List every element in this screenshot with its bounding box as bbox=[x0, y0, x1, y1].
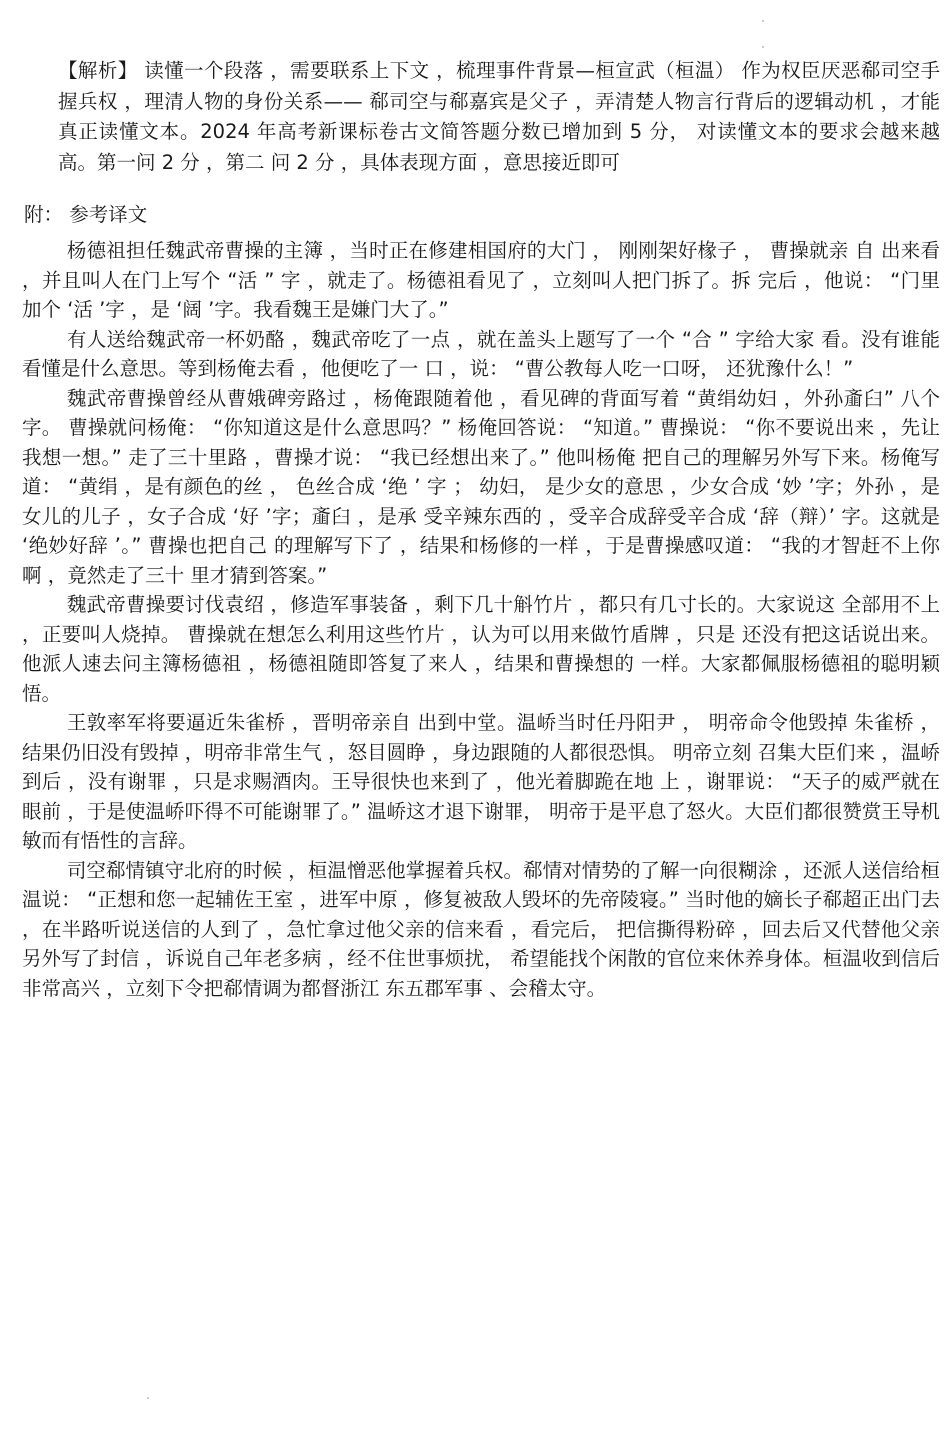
translation-paragraph-3: 魏武帝曹操曾经从曹娥碑旁路过 ，杨俺跟随着他 ，看见碑的背面写着 “黄绢幼妇 ，外孙齑臼” 八个字。 曹操就问杨俺： “你知道这是什么意思吗？” 杨俺回答说： “知道。” 曹操说： “你不要说出来 ，先让我想一想。” 走了三十里路 ，曹操才说： “我已经想出来了。” 他叫杨俺 把自己的理解另外写下来。杨俺写道： “黄绢 ，是有颜色的丝 ， 色丝合成 ‘绝 ’ 字 ； 幼妇， 是少女的意思 ，少女合成 ‘妙 ’字；外孙 ，是女儿的儿子 ，女子合成 ‘好 ’字；齑臼 ，是承 受辛辣东西的 ，受辛合成辞受辛合成 ‘辞（辩）’ 字。这就是 ‘绝妙好辞 ’。” 曹操也把自己 的理解写下了 ，结果和杨修的一样 ，于是曹操感叹道： “我的才智赶不上你啊 ，竟然走了三十 里才猜到答案。” bbox=[22, 386, 940, 587]
appendix-label: 附： 参考译文 bbox=[24, 203, 148, 226]
scan-speck bbox=[147, 1397, 149, 1399]
translation-paragraph-4: 魏武帝曹操要讨伐袁绍 ，修造军事装备 ，剩下几十斛竹片 ，都只有几寸长的。大家说这 全部用不上 ，正要叫人烧掉。 曹操就在想怎么利用这些竹片 ，认为可以用来做竹盾牌 ，只是 还没有把这话说出来。他派人速去问主簿杨德祖 ，杨德祖随即答复了来人 ，结果和曹操想的 一样。大家都佩服杨德祖的聪明颖悟。 bbox=[22, 593, 940, 705]
scan-speck bbox=[762, 20, 764, 22]
analysis-paragraph: 【解析】 读懂一个段落 ，需要联系上下文 ，梳理事件背景—桓宣武（桓温） 作为权臣厌恶郗司空手握兵权 ，理清人物的身份关系—— 郗司空与郗嘉宾是父子 ，弄清楚人物言行背后的逻辑动机 ，才能真正读懂文本。2024 年高考新课标卷古文简答题分数已增加到 5 分， 对读懂文本的要求会越来越高。第一问 2 分 ，第二 问 2 分 ，具体表现方面 ，意思接近即可 bbox=[58, 59, 940, 174]
translation-paragraph-5: 王敦率军将要逼近朱雀桥 ，晋明帝亲自 出到中堂。温峤当时任丹阳尹 ， 明帝命令他毁掉 朱雀桥 ，结果仍旧没有毁掉 ，明帝非常生气 ，怒目圆睁 ，身边跟随的人都很恐惧。 明帝立刻 召集大臣们来 ，温峤到后 ，没有谢罪 ，只是求赐酒肉。王导很快也来到了 ，他光着脚跪在地 上 ，谢罪说： “天子的威严就在眼前 ，于是使温峤吓得不可能谢罪了。” 温峤这才退下谢罪， 明帝于是平息了怒火。大臣们都很赞赏王导机敏而有悟性的言辞。 bbox=[22, 711, 940, 852]
scan-speck bbox=[762, 46, 764, 48]
reference-translation bbox=[22, 236, 940, 1003]
translation-paragraph-6: 司空郗情镇守北府的时候 ，桓温憎恶他掌握着兵权。郗情对情势的了解一向很糊涂 ，还派人送信给桓温说： “正想和您一起辅佐王室 ，进军中原 ，修复被敌人毁坏的先帝陵寝。” 当时他的嫡长子郗超正出门去 ，在半路听说送信的人到了 ，急忙拿过他父亲的信来看 ，看完后， 把信撕得粉碎 ，回去后又代替他父亲另外写了封信 ，诉说自己年老多病 ，经不住世事烦扰， 希望能找个闲散的官位来休养身体。桓温收到信后非常高兴 ，立刻下令把郗情调为都督浙江 东五郡军事 、会稽太守。 bbox=[22, 858, 940, 1000]
translation-paragraph-2: 有人送给魏武帝一杯奶酪 ，魏武帝吃了一点 ，就在盖头上题写了一个 “合 ” 字给大家 看。没有谁能看懂是什么意思。等到杨俺去看 ，他便吃了一 口 ，说： “曹公教每人吃一口呀， 还犹豫什么！” bbox=[22, 327, 940, 380]
translation-paragraph-1: 杨德祖担任魏武帝曹操的主簿 ，当时正在修建相国府的大门 ， 刚刚架好椽子 ， 曹操就亲 自 出来看 ，并且叫人在门上写个 “活 ” 字 ，就走了。杨德祖看见了 ，立刻叫人把门拆了。拆 完后 ，他说： “门里加个 ‘活 ’字 ，是 ‘阔 ’字。我看魏王是嫌门大了。” bbox=[22, 239, 940, 321]
